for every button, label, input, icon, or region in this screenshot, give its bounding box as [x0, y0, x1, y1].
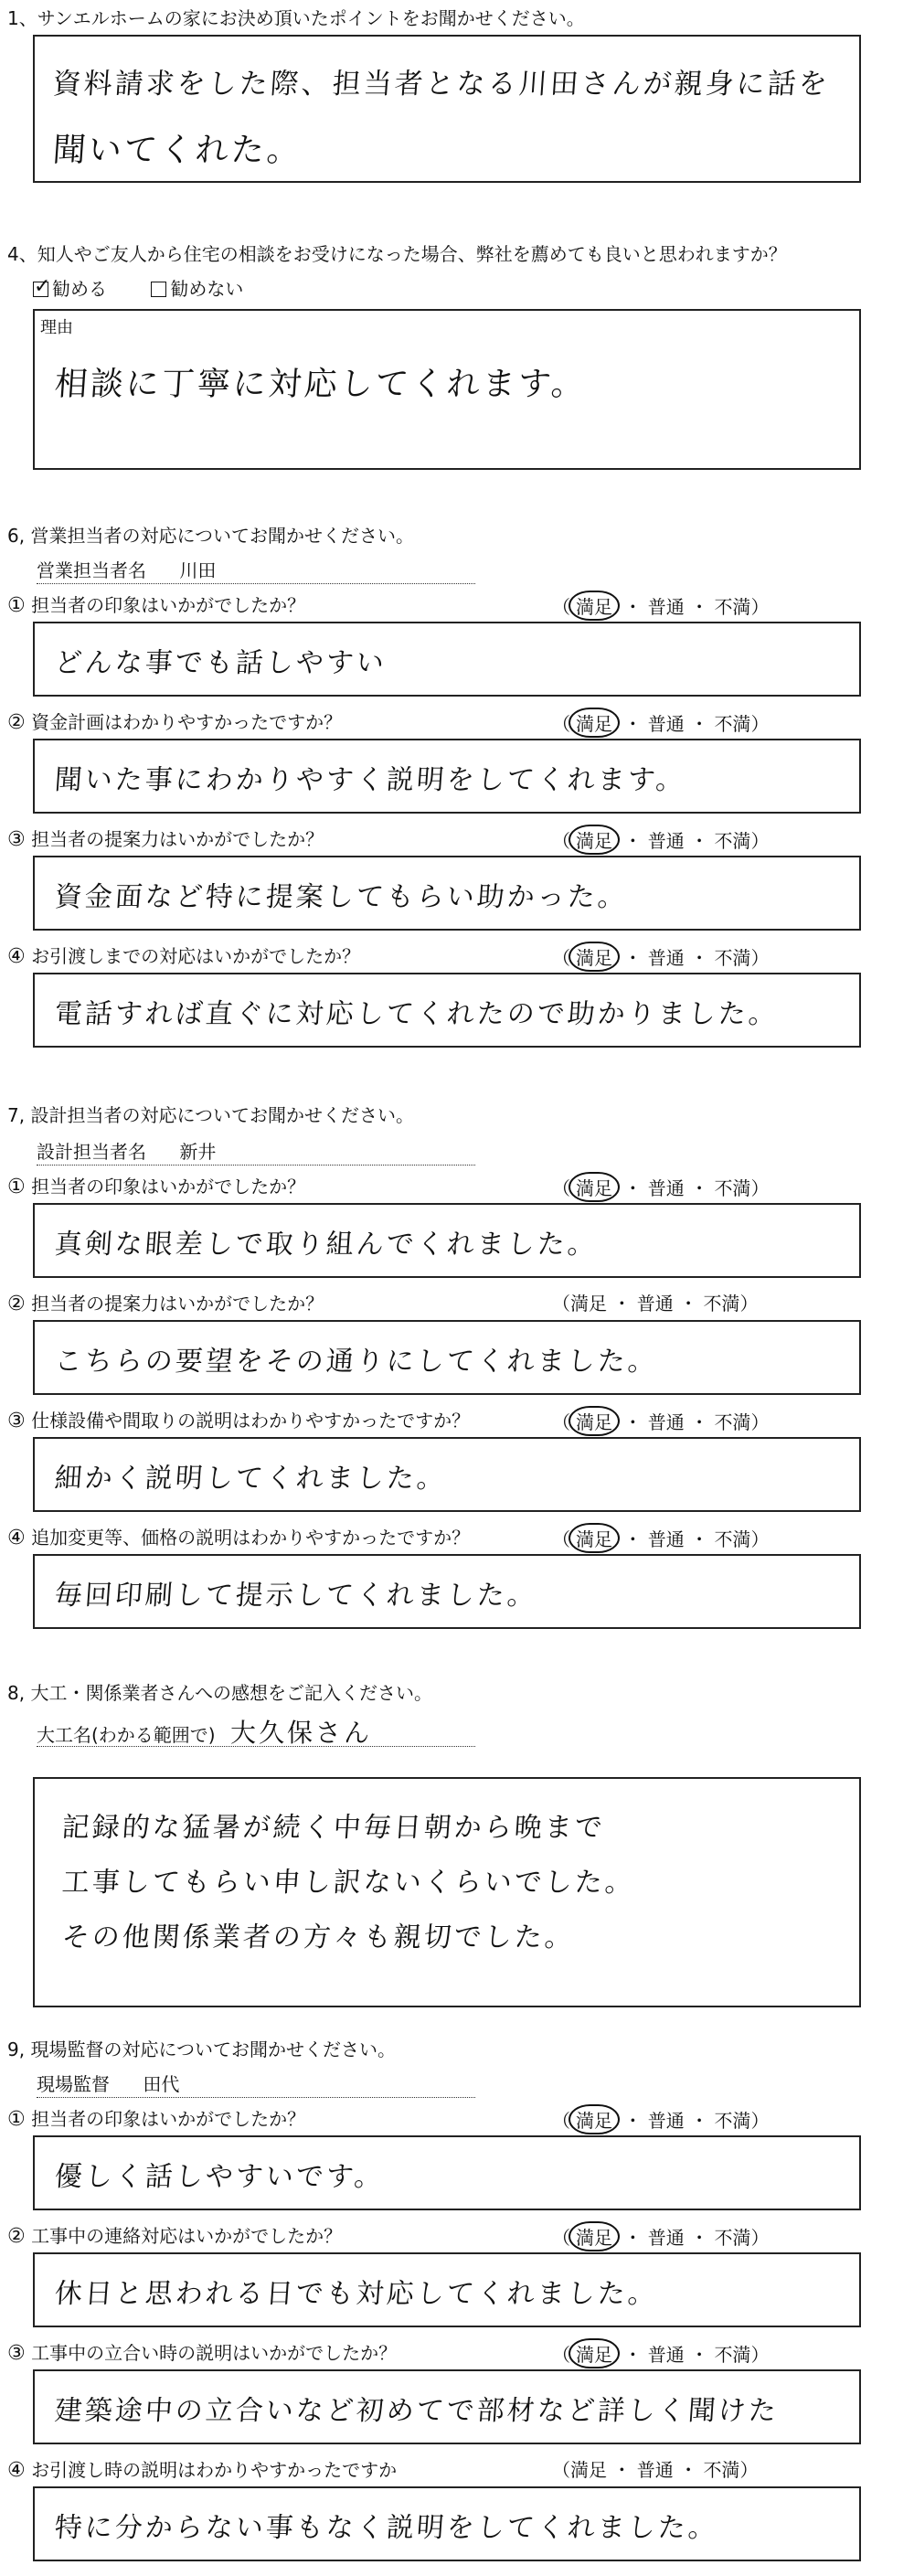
rating-paren-open: （: [552, 2459, 570, 2481]
question-text: 工事中の立合い時の説明はいかがでしたか？: [31, 2342, 398, 2364]
question-row: [7, 942, 360, 968]
q8-carpenter: [37, 1713, 372, 1750]
q8-carpenter-name: 大久保さん: [229, 1718, 372, 1748]
rating-normal[interactable]: 普通: [647, 830, 685, 852]
rating-normal[interactable]: 普通: [647, 596, 685, 618]
question-number: ③: [7, 828, 26, 851]
answer-box: [33, 739, 861, 814]
rating-paren-open: （: [552, 713, 570, 735]
question-row: [7, 1172, 305, 1198]
rating-paren-close: ）: [750, 1528, 770, 1550]
rating-normal[interactable]: 普通: [647, 2110, 685, 2132]
answer-text: 細かく説明してくれました。: [53, 1463, 448, 1495]
answer-box: [33, 2486, 861, 2561]
question-number: ③: [7, 2342, 26, 2365]
rating-satisfied[interactable]: 満足: [569, 2221, 620, 2251]
q1-answer-line2: 聞いてくれた。: [51, 132, 304, 169]
rating-paren-close: ）: [750, 596, 770, 618]
answer-text: 特に分からない事もなく説明をしてくれました。: [53, 2512, 719, 2544]
question-number: ④: [7, 2459, 26, 2482]
q4-reason-box: [33, 309, 861, 470]
rating-paren-close: ）: [750, 713, 770, 735]
rating-paren-open: （: [552, 1411, 570, 1433]
rating-separator: ・: [690, 2110, 709, 2132]
rating-satisfied[interactable]: 満足: [569, 1406, 620, 1436]
question-row: [7, 825, 324, 851]
q4-options: [33, 274, 243, 301]
rating-separator: ・: [690, 1177, 709, 1199]
answer-box: [33, 856, 861, 931]
rating-separator: ・: [623, 1528, 643, 1550]
question-text: 担当者の提案力はいかがでしたか？: [31, 1293, 324, 1315]
rating-normal[interactable]: 普通: [636, 2459, 674, 2481]
recommend-checkbox[interactable]: [33, 278, 107, 300]
answer-text: 聞いた事にわかりやすく説明をしてくれます。: [53, 764, 687, 796]
rating-normal[interactable]: 普通: [647, 1528, 685, 1550]
q8-answer-line3: その他関係業者の方々も親切でした。: [60, 1921, 576, 1953]
rating-satisfied[interactable]: 満足: [569, 1523, 620, 1553]
q8-answer-line2: 工事してもらい申し訳ないくらいでした。: [60, 1867, 636, 1899]
rating-options: [552, 825, 769, 855]
question-text: 担当者の印象はいかがでしたか？: [31, 1176, 306, 1198]
question-number: ②: [7, 1293, 26, 1315]
q8-carpenter-label: 大工名(わかる範囲で): [37, 1724, 216, 1746]
question-number: ③: [7, 1410, 26, 1432]
answer-box: [33, 1554, 861, 1629]
rating-options: [552, 942, 769, 972]
recommend-label: 勧める: [52, 278, 107, 300]
question-number: ①: [7, 2108, 26, 2131]
rating-unsatisfied[interactable]: 不満: [714, 2344, 751, 2366]
question-row: [7, 2455, 397, 2482]
rating-options: [552, 2455, 758, 2482]
rating-paren-open: （: [552, 947, 570, 969]
rating-paren-open: （: [552, 1177, 570, 1199]
q9-title: 9, 現場監督の対応についてお聞かせください。: [7, 2038, 397, 2060]
q6-staff-underline: [37, 583, 475, 584]
rating-satisfied[interactable]: 満足: [569, 942, 620, 972]
rating-unsatisfied[interactable]: 不満: [714, 1411, 751, 1433]
rating-separator: ・: [690, 596, 709, 618]
rating-paren-close: ）: [739, 2459, 759, 2481]
answer-box: [33, 1203, 861, 1278]
rating-satisfied[interactable]: 満足: [569, 2338, 620, 2368]
rating-options: [552, 1172, 769, 1202]
question-text: 仕様設備や間取りの説明はわかりやすかったですか？: [31, 1410, 471, 1432]
answer-box: [33, 973, 861, 1048]
q6-staff-name: 川田: [179, 559, 217, 581]
rating-normal[interactable]: 普通: [647, 1177, 685, 1199]
answer-box: [33, 622, 861, 697]
question-number: ①: [7, 594, 26, 617]
question-number: ②: [7, 2225, 26, 2248]
q1-answer-line1: 資料請求をした際、担当者となる川田さんが親身に話を: [51, 68, 832, 101]
question-text: お引渡しまでの対応はいかがでしたか？: [31, 945, 361, 967]
rating-paren-close: ）: [750, 2227, 770, 2249]
rating-options: [552, 1523, 769, 1553]
rating-unsatisfied[interactable]: 不満: [714, 830, 751, 852]
answer-text: 真剣な眼差しで取り組んでくれました。: [53, 1229, 599, 1261]
question-row: [7, 1523, 470, 1549]
answer-box: [33, 2252, 861, 2327]
rating-normal[interactable]: 普通: [647, 713, 685, 735]
question-text: 資金計画はわかりやすかったですか？: [31, 711, 343, 733]
answer-text: 電話すれば直ぐに対応してくれたので助かりました。: [53, 998, 780, 1030]
rating-paren-open: （: [552, 830, 570, 852]
q9-staff-name: 田代: [143, 2073, 180, 2095]
rating-paren-open: （: [552, 596, 570, 618]
rating-paren-close: ）: [750, 830, 770, 852]
rating-separator: ・: [690, 2227, 709, 2249]
question-row: [7, 2338, 397, 2365]
q8-carpenter-underline: [37, 1746, 475, 1747]
rating-options: [552, 708, 769, 738]
q8-answer-box: [33, 1777, 861, 2007]
answer-text: 資金面など特に提案してもらい助かった。: [53, 881, 629, 913]
q7-staff-label: 設計担当者名: [37, 1141, 146, 1163]
question-text: 追加変更等、価格の説明はわかりやすかったですか？: [31, 1527, 471, 1549]
rating-satisfied[interactable]: 満足: [569, 2104, 620, 2134]
rating-separator: ・: [690, 1411, 709, 1433]
not-recommend-label: 勧めない: [170, 278, 244, 300]
question-number: ④: [7, 1527, 26, 1549]
rating-normal[interactable]: 普通: [647, 2227, 685, 2249]
question-row: [7, 591, 305, 617]
rating-satisfied[interactable]: 満足: [570, 2459, 607, 2481]
rating-unsatisfied[interactable]: 不満: [703, 1293, 740, 1315]
rating-paren-open: （: [552, 1528, 570, 1550]
rating-options: [552, 2104, 769, 2134]
rating-separator: ・: [623, 1411, 643, 1433]
rating-separator: ・: [612, 1293, 632, 1315]
q6-staff: [37, 556, 216, 582]
rating-separator: ・: [623, 596, 643, 618]
question-row: [7, 2104, 305, 2131]
rating-separator: ・: [690, 713, 709, 735]
rating-separator: ・: [690, 947, 709, 969]
rating-satisfied[interactable]: 満足: [569, 591, 620, 621]
rating-options: [552, 2338, 769, 2368]
rating-unsatisfied[interactable]: 不満: [714, 2227, 751, 2249]
q6-title: 6, 営業担当者の対応についてお聞かせください。: [7, 525, 415, 547]
question-text: 担当者の提案力はいかがでしたか？: [31, 828, 324, 850]
q7-staff-name: 新井: [179, 1141, 217, 1163]
answer-box: [33, 2135, 861, 2210]
rating-satisfied[interactable]: 満足: [569, 708, 620, 738]
question-row: [7, 708, 342, 734]
rating-unsatisfied[interactable]: 不満: [714, 713, 751, 735]
rating-separator: ・: [679, 2459, 698, 2481]
rating-unsatisfied[interactable]: 不満: [714, 1177, 751, 1199]
rating-normal[interactable]: 普通: [636, 1293, 674, 1315]
q1-title: 1、サンエルホームの家にお決め頂いたポイントをお聞かせください。: [7, 7, 585, 29]
question-row: [7, 2221, 342, 2248]
answer-text: 建築途中の立合いなど初めてで部材など詳しく聞けた: [53, 2395, 780, 2427]
q8-title: 8, 大工・関係業者さんへの感想をご記入ください。: [7, 1682, 433, 1704]
q6-staff-label: 営業担当者名: [37, 559, 146, 581]
rating-separator: ・: [623, 713, 643, 735]
question-text: 担当者の印象はいかがでしたか？: [31, 594, 306, 616]
rating-separator: ・: [623, 2344, 643, 2366]
rating-normal[interactable]: 普通: [647, 1411, 685, 1433]
rating-options: [552, 1289, 758, 1315]
answer-text: 毎回印刷して提示してくれました。: [53, 1580, 538, 1612]
rating-options: [552, 2221, 769, 2251]
rating-unsatisfied[interactable]: 不満: [714, 947, 751, 969]
question-number: ④: [7, 945, 26, 968]
rating-paren-close: ）: [750, 1411, 770, 1433]
rating-paren-open: （: [552, 1293, 570, 1315]
question-text: 工事中の連絡対応はいかがでしたか？: [31, 2225, 343, 2247]
rating-paren-close: ）: [739, 1293, 759, 1315]
rating-unsatisfied[interactable]: 不満: [714, 2110, 751, 2132]
answer-box: [33, 1320, 861, 1395]
answer-text: こちらの要望をその通りにしてくれました。: [53, 1346, 659, 1378]
rating-separator: ・: [612, 2459, 632, 2481]
rating-options: [552, 1406, 769, 1436]
question-number: ①: [7, 1176, 26, 1198]
q9-staff-label: 現場監督: [37, 2073, 110, 2095]
answer-text: 休日と思われる日でも対応してくれました。: [53, 2278, 659, 2310]
question-row: [7, 1406, 470, 1432]
rating-paren-close: ）: [750, 2110, 770, 2132]
rating-separator: ・: [623, 2227, 643, 2249]
rating-separator: ・: [623, 947, 643, 969]
rating-separator: ・: [690, 1528, 709, 1550]
q4-title: 4、知人やご友人から住宅の相談をお受けになった場合、弊社を薦めても良いと思われますか？: [7, 243, 787, 265]
rating-unsatisfied[interactable]: 不満: [714, 1528, 751, 1550]
q7-staff-underline: [37, 1165, 475, 1166]
rating-paren-open: （: [552, 2227, 570, 2249]
q9-staff: [37, 2070, 179, 2096]
rating-separator: ・: [623, 1177, 643, 1199]
q7-staff: [37, 1137, 216, 1164]
question-row: [7, 1289, 324, 1315]
question-text: お引渡し時の説明はわかりやすかったですか: [31, 2459, 398, 2481]
rating-paren-open: （: [552, 2344, 570, 2366]
q1-answer-box: [33, 35, 861, 183]
not-recommend-checkbox[interactable]: [151, 278, 243, 300]
rating-options: [552, 591, 769, 621]
rating-paren-close: ）: [750, 2344, 770, 2366]
answer-text: 優しく話しやすいです。: [53, 2161, 386, 2193]
q8-answer-line1: 記録的な猛暑が続く中毎日朝から晩まで: [60, 1812, 606, 1844]
rating-satisfied[interactable]: 満足: [569, 825, 620, 855]
rating-unsatisfied[interactable]: 不満: [703, 2459, 740, 2481]
rating-satisfied[interactable]: 満足: [569, 1172, 620, 1202]
answer-box: [33, 1437, 861, 1512]
rating-paren-close: ）: [750, 1177, 770, 1199]
rating-normal[interactable]: 普通: [647, 947, 685, 969]
rating-paren-open: （: [552, 2110, 570, 2132]
q4-reason-label: 理由: [40, 318, 73, 337]
rating-separator: ・: [690, 830, 709, 852]
rating-separator: ・: [623, 830, 643, 852]
answer-text: どんな事でも話しやすい: [53, 647, 388, 679]
rating-satisfied[interactable]: 満足: [570, 1293, 607, 1315]
rating-unsatisfied[interactable]: 不満: [714, 596, 751, 618]
q7-title: 7, 設計担当者の対応についてお聞かせください。: [7, 1104, 415, 1126]
rating-normal[interactable]: 普通: [647, 2344, 685, 2366]
question-number: ②: [7, 711, 26, 734]
rating-separator: ・: [690, 2344, 709, 2366]
q9-staff-underline: [37, 2097, 475, 2098]
rating-separator: ・: [679, 1293, 698, 1315]
rating-separator: ・: [623, 2110, 643, 2132]
question-text: 担当者の印象はいかがでしたか？: [31, 2108, 306, 2130]
rating-paren-close: ）: [750, 947, 770, 969]
answer-box: [33, 2369, 861, 2444]
q4-answer: 相談に丁寧に対応してくれます。: [53, 366, 589, 403]
